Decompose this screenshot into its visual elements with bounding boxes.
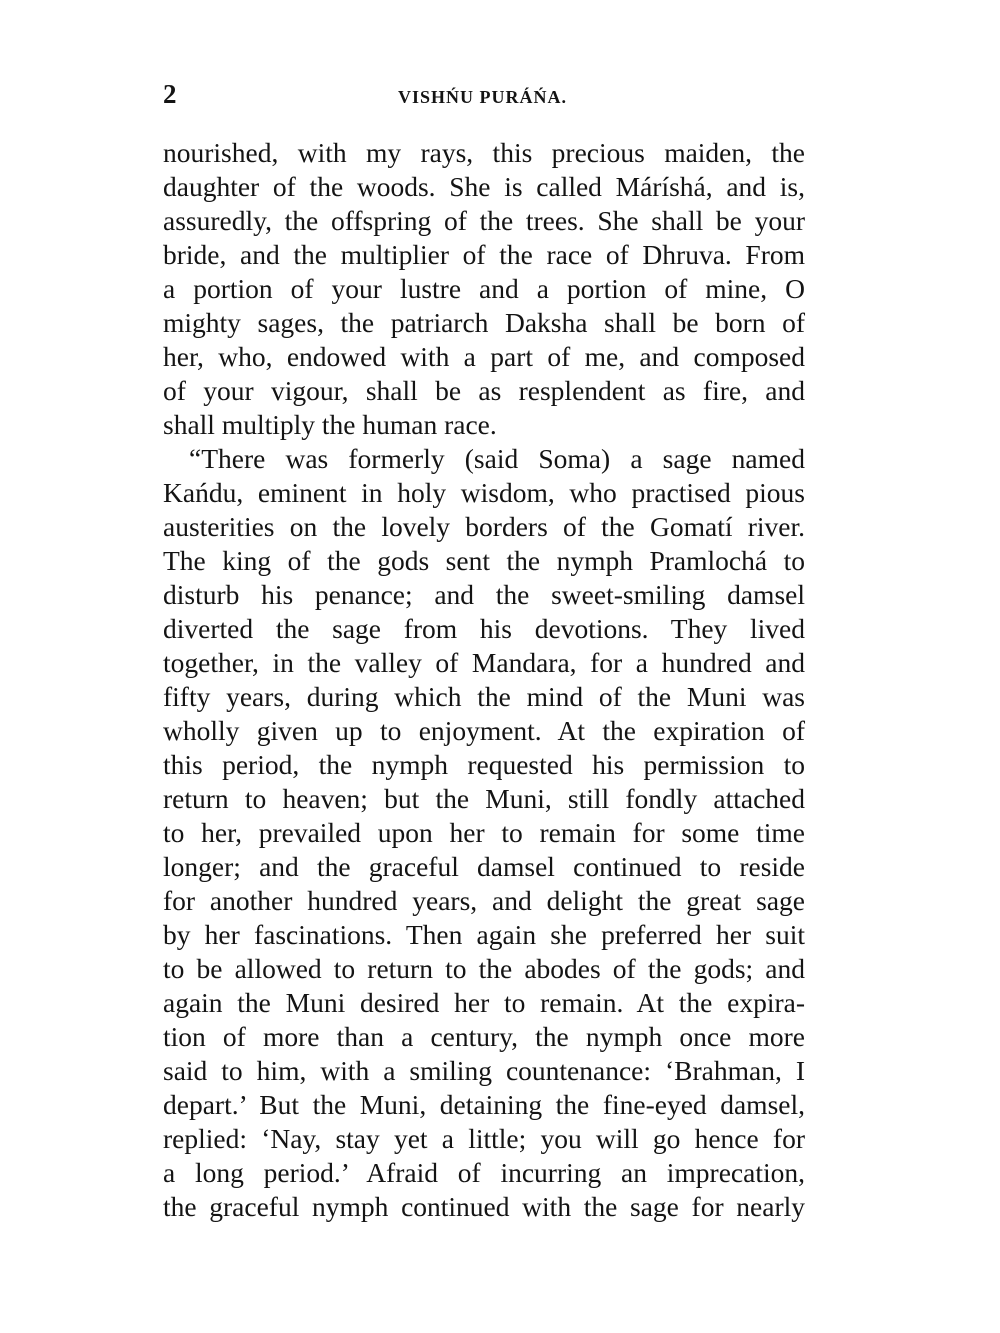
text-line: diverted the sage from his devotions. They lived (163, 613, 805, 644)
text-line: Kańdu, eminent in holy wisdom, who practised pious (163, 477, 805, 508)
page-number: 2 (163, 79, 177, 109)
text-line: of your vigour, shall be as resplendent as fire, and (163, 375, 805, 406)
body-text (163, 136, 805, 1224)
text-line: bride, and the multiplier of the race of Dhruva. From (163, 239, 805, 270)
text-line: return to heaven; but the Muni, still fondly attached (163, 783, 805, 814)
text-line: replied: ‘Nay, stay yet a little; you will go hence for (163, 1123, 805, 1154)
text-line: said to him, with a smiling countenance: ‘Brahman, I (163, 1055, 805, 1086)
text-line: “There was formerly (said Soma) a sage named (189, 443, 805, 474)
text-line: depart.’ But the Muni, detaining the fine-eyed damsel, (163, 1089, 805, 1120)
text-line: tion of more than a century, the nymph once more (163, 1021, 805, 1052)
text-line: this period, the nymph requested his permission to (163, 749, 805, 780)
text-line: by her fascinations. Then again she preferred her suit (163, 919, 805, 950)
text-line: mighty sages, the patriarch Daksha shall be born of (163, 307, 805, 338)
text-line: a long period.’ Afraid of incurring an imprecation, (163, 1157, 805, 1188)
text-line: assuredly, the offspring of the trees. She shall be your (163, 205, 805, 236)
paragraph (163, 136, 805, 442)
paragraph (163, 442, 805, 1224)
text-line: to her, prevailed upon her to remain for some time (163, 817, 805, 848)
text-line: longer; and the graceful damsel continued to reside (163, 851, 805, 882)
text-line: wholly given up to enjoyment. At the expiration of (163, 715, 805, 746)
text-line: to be allowed to return to the abodes of the gods; and (163, 953, 805, 984)
text-line: fifty years, during which the mind of the Muni was (163, 681, 805, 712)
text-line: The king of the gods sent the nymph Pramlochá to (163, 545, 805, 576)
running-title: VISHŃU PURÁŃA. (398, 87, 568, 107)
text-line: disturb his penance; and the sweet-smiling damsel (163, 579, 805, 610)
text-line: together, in the valley of Mandara, for a hundred and (163, 647, 805, 678)
text-line: nourished, with my rays, this precious maiden, the (163, 137, 805, 168)
text-line: her, who, endowed with a part of me, and composed (163, 341, 805, 372)
text-line: austerities on the lovely borders of the Gomatí river. (163, 511, 805, 542)
text-line: a portion of your lustre and a portion of mine, O (163, 273, 805, 304)
text-line: for another hundred years, and delight the great sage (163, 885, 805, 916)
text-line: the graceful nymph continued with the sage for nearly (163, 1191, 805, 1222)
page-header (163, 74, 805, 114)
text-line: daughter of the woods. She is called Máríshá, and is, (163, 171, 805, 202)
text-line: again the Muni desired her to remain. At the expira- (163, 987, 805, 1018)
text-line: shall multiply the human race. (163, 409, 497, 440)
